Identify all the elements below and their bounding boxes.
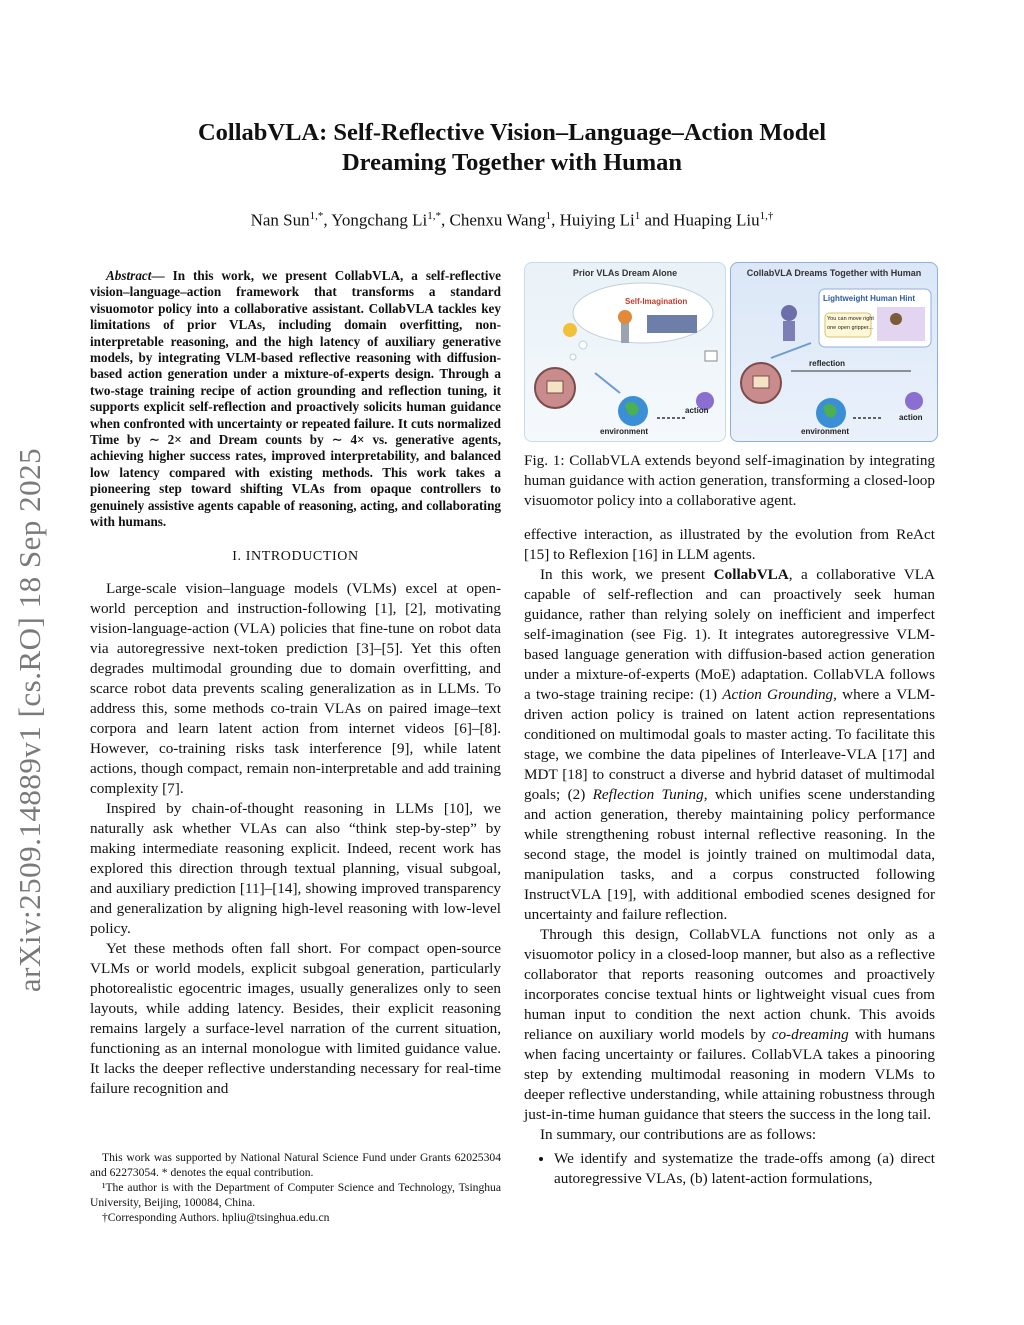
title-line-2: Dreaming Together with Human <box>341 149 683 176</box>
author-name: Nan Sun <box>250 210 310 230</box>
footnote: †Corresponding Authors. hpliu@tsinghua.edu.cn <box>102 1211 330 1224</box>
author-name: Yongchang Li <box>331 210 428 230</box>
footnote: ¹The author is with the Department of Computer Science and Technology, Tsinghua University, Beijing, 100084, China. <box>90 1181 501 1209</box>
label-environment-right: environment <box>801 427 850 436</box>
figure-panel-right <box>730 262 938 442</box>
text-run: In this work, we present <box>540 566 714 583</box>
label-action-left: action <box>685 406 709 415</box>
body-paragraph <box>524 565 935 925</box>
section-heading: I. INTRODUCTION <box>232 548 359 564</box>
label-reflection: reflection <box>809 359 846 368</box>
author-separator: , <box>323 210 332 230</box>
text-run: , where a VLM-driven action policy is trained on latent action representations conditioned on multimodal goals to master acting. To facilitate this stage, we combine the data pipelines of Interleave-VLA [17] and MDT [18] to construct a diverse and hybrid dataset of multimodal goals; (2) <box>524 686 936 803</box>
left-column <box>90 268 501 1099</box>
label-self-imagination: Self-Imagination <box>625 297 688 306</box>
author-affiliation: 1,* <box>427 210 442 222</box>
text-run: , which unifies scene understanding and action generation, thereby maintaining policy performance while strengthening robust internal reflective reasoning. In the second stage, the model is jointly trained on multimodal data, manipulation tasks, and a corpus constructed following InstructVLA [19], with additional embodied scenes designed for uncertainty and failure reflection. <box>524 786 935 923</box>
author-affiliation: 1,* <box>309 210 324 222</box>
author-affiliation: 1,† <box>759 210 774 222</box>
abstract-text: — In this work, we present CollabVLA, a self-reflective vision–language–action framework that transforms a standard visuomotor policy into a collaborative assistant. CollabVLA tackles key limitations of prior VLAs, including domain overfitting, non-interpretable reasoning, and the high latency of auxiliary generative models, by integrating VLM-based reflective reasoning with diffusion-based action generation under a mixture-of-experts design. Through a two-stage training recipe of action grounding and reflection tuning, it supports explicit self-reflection and proactively solicits human guidance when confronted with uncertainty or repeated failure. It cuts normalized Time by ∼ 2× and Dream counts by ∼ 4× vs. generative agents, achieving higher success rates, improved interpretability, and balanced low latency compared with existing methods. This work takes a pioneering step toward shifting VLAs from opaque controllers to genuinely assistive agents capable of reasoning, acting, and collaborating with humans. <box>90 268 501 530</box>
contribution-list <box>524 1149 935 1189</box>
body-paragraph: Inspired by chain-of-thought reasoning in LLMs [10], we naturally ask whether VLAs can also “think step-by-step” by making intermediate reasoning explicit. Indeed, recent work has explored this direction through textual planning, visual subgoal, and auxiliary prediction [11]–[14], showing improved transparency and generalization by aligning high-level reasoning with low-level policy. <box>90 799 501 937</box>
abstract-label: Abstract <box>106 268 152 283</box>
footnotes <box>90 1150 501 1225</box>
author-separator: , <box>441 210 450 230</box>
footnote: This work was supported by National Natural Science Fund under Grants 62025304 and 62273054. * denotes the equal contribution. <box>90 1151 501 1179</box>
title-line-1: CollabVLA: Self-Reflective Vision–Language–Action Model <box>197 119 827 146</box>
hint-bubble-line-1: You can move right <box>827 316 874 322</box>
body-paragraph: effective interaction, as illustrated by the evolution from ReAct [15] to Reflexion [16] in LLM agents. <box>524 526 935 563</box>
label-human-hint: Lightweight Human Hint <box>823 294 915 303</box>
paper-title <box>90 118 934 178</box>
body-paragraph: In summary, our contributions are as follows: <box>540 1126 817 1143</box>
author-name: Huaping Liu <box>673 210 760 230</box>
text-run: with humans when facing uncertainty or failures. CollabVLA takes a pinooring step by extending multimodal reasoning in modern VLMs to deeper reflective understanding, while attaining robustness through just-in-time human guidance that steers the success in the long tail. <box>524 1026 935 1123</box>
method-name: CollabVLA <box>713 566 789 583</box>
author-list <box>90 210 934 231</box>
text-run: , a collaborative VLA capable of self-reflection and can proactively seek human guidance, rather than relying solely on inefficient and imperfect self-imagination (see Fig. 1). It integrates autoregressive VLM-based language generation with diffusion-based action generation under a mixture-of-experts (MoE) adaptation. CollabVLA follows a two-stage training recipe: (1) <box>524 566 935 703</box>
contribution-item: • We identify and systematize the trade-offs among (a) direct autoregressive VLAs, (b) latent-action formulations, <box>554 1149 935 1189</box>
figure-caption: Fig. 1: CollabVLA extends beyond self-imagination by integrating human guidance with action generation, transforming a closed-loop visuomotor policy into a collaborative agent. <box>524 452 935 509</box>
figure-panel-left <box>524 262 726 442</box>
panel-title-right: CollabVLA Dreams Together with Human <box>746 268 922 278</box>
body-paragraph: Large-scale vision–language models (VLMs) excel at open-world perception and instruction-following [1], [2], motivating vision-language-action (VLA) policies that fine-tune on robot data via autoregressive next-token prediction [3]–[5]. Yet this often degrades multimodal grounding due to domain overfitting, and scarce robot data prevents scaling generalization as in LLMs. To address this, some methods co-train VLAs on paired image–text corpora and learn latent action from internet videos [6]–[8]. However, co-training risks task interference [9], while latent actions, though compact, remain non-interpretable and add training complexity [7]. <box>90 579 501 797</box>
body-paragraph <box>524 925 935 1125</box>
figure-1 <box>524 262 936 440</box>
right-column <box>524 525 935 1189</box>
author-separator: , <box>551 210 560 230</box>
author-affiliation: 1 <box>545 210 552 222</box>
stage-name: Reflection Tuning <box>592 786 704 803</box>
label-environment-left: environment <box>600 427 649 436</box>
body-paragraph: Yet these methods often fall short. For compact open-source VLMs or world models, explicit subgoal generation, particularly photorealistic egocentric images, usually generalizes only to seen layouts, while adding latency. Besides, their explicit reasoning remains largely a surface-level narration of the current situation, functioning as an internal monologue with limited guidance value. It lacks the deeper reflective understanding necessary for real-time failure recognition and <box>90 939 501 1097</box>
author-separator: and <box>640 210 674 230</box>
stage-name: Action Grounding <box>722 686 834 703</box>
author-affiliation: 1 <box>634 210 641 222</box>
abstract <box>90 268 501 531</box>
hint-bubble-line-2: one open gripper... <box>827 325 873 331</box>
emphasis: co-dreaming <box>771 1026 849 1043</box>
label-action-right: action <box>899 413 923 422</box>
text-run: Through this design, CollabVLA functions not only as a visuomotor policy in a closed-loop manner, but also as a reflective collaborator that reports reasoning outcomes and proactively incorporates concise textual hints or lightweight visual cues from human input to condition the next action chunk. This avoids reliance on auxiliary world models by <box>524 926 935 1043</box>
author-name: Huiying Li <box>559 210 635 230</box>
panel-title-left: Prior VLAs Dream Alone <box>572 268 678 278</box>
arxiv-stamp: arXiv:2509.14889v1 [cs.RO] 18 Sep 2025 <box>12 447 47 993</box>
author-name: Chenxu Wang <box>449 210 546 230</box>
